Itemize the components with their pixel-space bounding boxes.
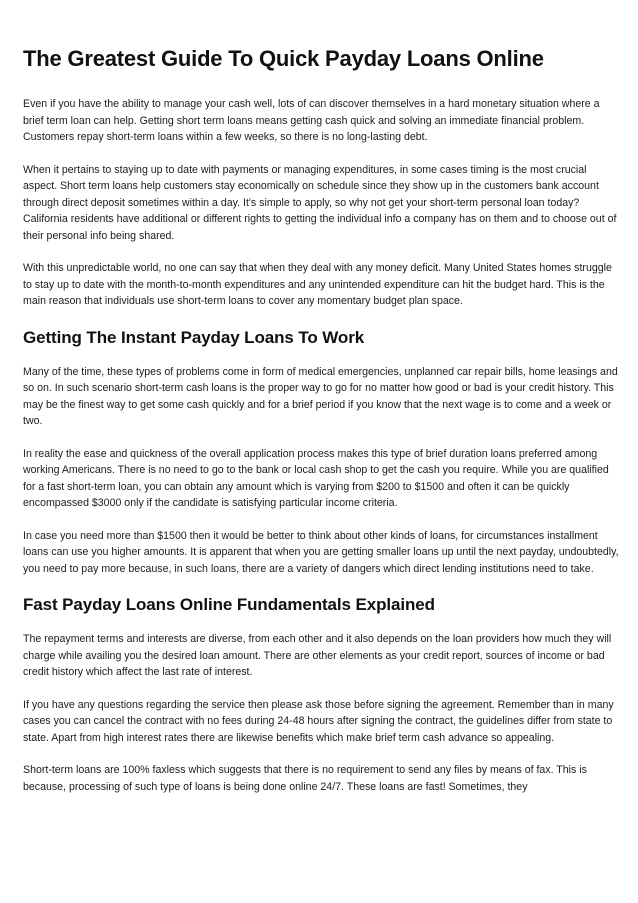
- paragraph: In case you need more than $1500 then it would be better to think about other kinds of loans, for circumstances installment loans can use you higher amounts. It is apparent that when you are getting smaller loans up until the next payday, undoubtedly, you need to pay more because, in such loans, there are a variety of dangers which direct lending institutions need to take.: [23, 529, 619, 575]
- paragraph: With this unpredictable world, no one can say that when they deal with any money deficit. Many United States homes struggle to stay up to date with the month-to-month expenditures and any unintended expenditure can hit the budget hard. This is the main reason that individuals use short-term loans to cover any momentary budget plan space.: [23, 262, 612, 307]
- paragraph: When it pertains to staying up to date with payments or managing expenditures, in some cases timing is the most crucial aspect. Short term loans help customers stay economically on schedule since they show up in the customers bank account through direct deposit sometimes within a day. It's simple to apply, so why not get your short-term personal loan today?California residents have additional or different rights to getting the individual info a company has on them and to choose out of their personal info being shared.: [23, 163, 617, 242]
- page-title: The Greatest Guide To Quick Payday Loans Online: [23, 46, 544, 71]
- document-content: [23, 44, 619, 811]
- section-instant-payday-loans: [23, 326, 619, 578]
- section-heading: Getting The Instant Payday Loans To Work: [23, 327, 365, 347]
- paragraph: Even if you have the ability to manage your cash well, lots of can discover themselves in a hard monetary situation where a brief term loan can help. Getting short term loans means getting cash quick and solving an immediate financial problem. Customers repay short-term loans within a few weeks, so there is no long-lasting debt.: [23, 98, 600, 143]
- paragraph: In reality the ease and quickness of the overall application process makes this type of brief duration loans preferred among working Americans. There is no need to go to the bank or local cash shop to get the cash you require. While you are qualified for a fast short-term loan, you can obtain any amount which is varying from $200 to $1500 and often it can be quickly encompassed $3000 only if the candidate is satisfying particular income criteria.: [23, 447, 609, 509]
- paragraph: Short-term loans are 100% faxless which suggests that there is no requirement to send any files by means of fax. This is because, processing of such type of loans is being done online 24/7. These loans are fast! Sometimes, they: [23, 764, 587, 793]
- paragraph: Many of the time, these types of problems come in form of medical emergencies, unplanned car repair bills, home leasings and so on. In such scenario short-term cash loans is the proper way to go for no matter how good or bad is your credit history. This may be the finest way to get some cash quickly and for a brief period if you know that the next wage is to come and a week or two.: [23, 365, 618, 427]
- intro-section: [23, 96, 619, 310]
- paragraph: If you have any questions regarding the service then please ask those before signing the agreement. Remember than in many cases you can cancel the contract with no fees during 24-48 hours after signing the contract, the guidelines differ from state to state. Apart from high interest rates there are likewise benefits which make brief term cash advance so appealing.: [23, 698, 614, 744]
- section-fast-payday-loans: [23, 593, 619, 795]
- section-heading: Fast Payday Loans Online Fundamentals Explained: [23, 595, 435, 614]
- paragraph: The repayment terms and interests are diverse, from each other and it also depends on the loan providers how much they will charge while availing you the desired loan amount. There are other elements as your credit report, sources of income or bad credit history which affect the last rate of interest.: [23, 633, 612, 678]
